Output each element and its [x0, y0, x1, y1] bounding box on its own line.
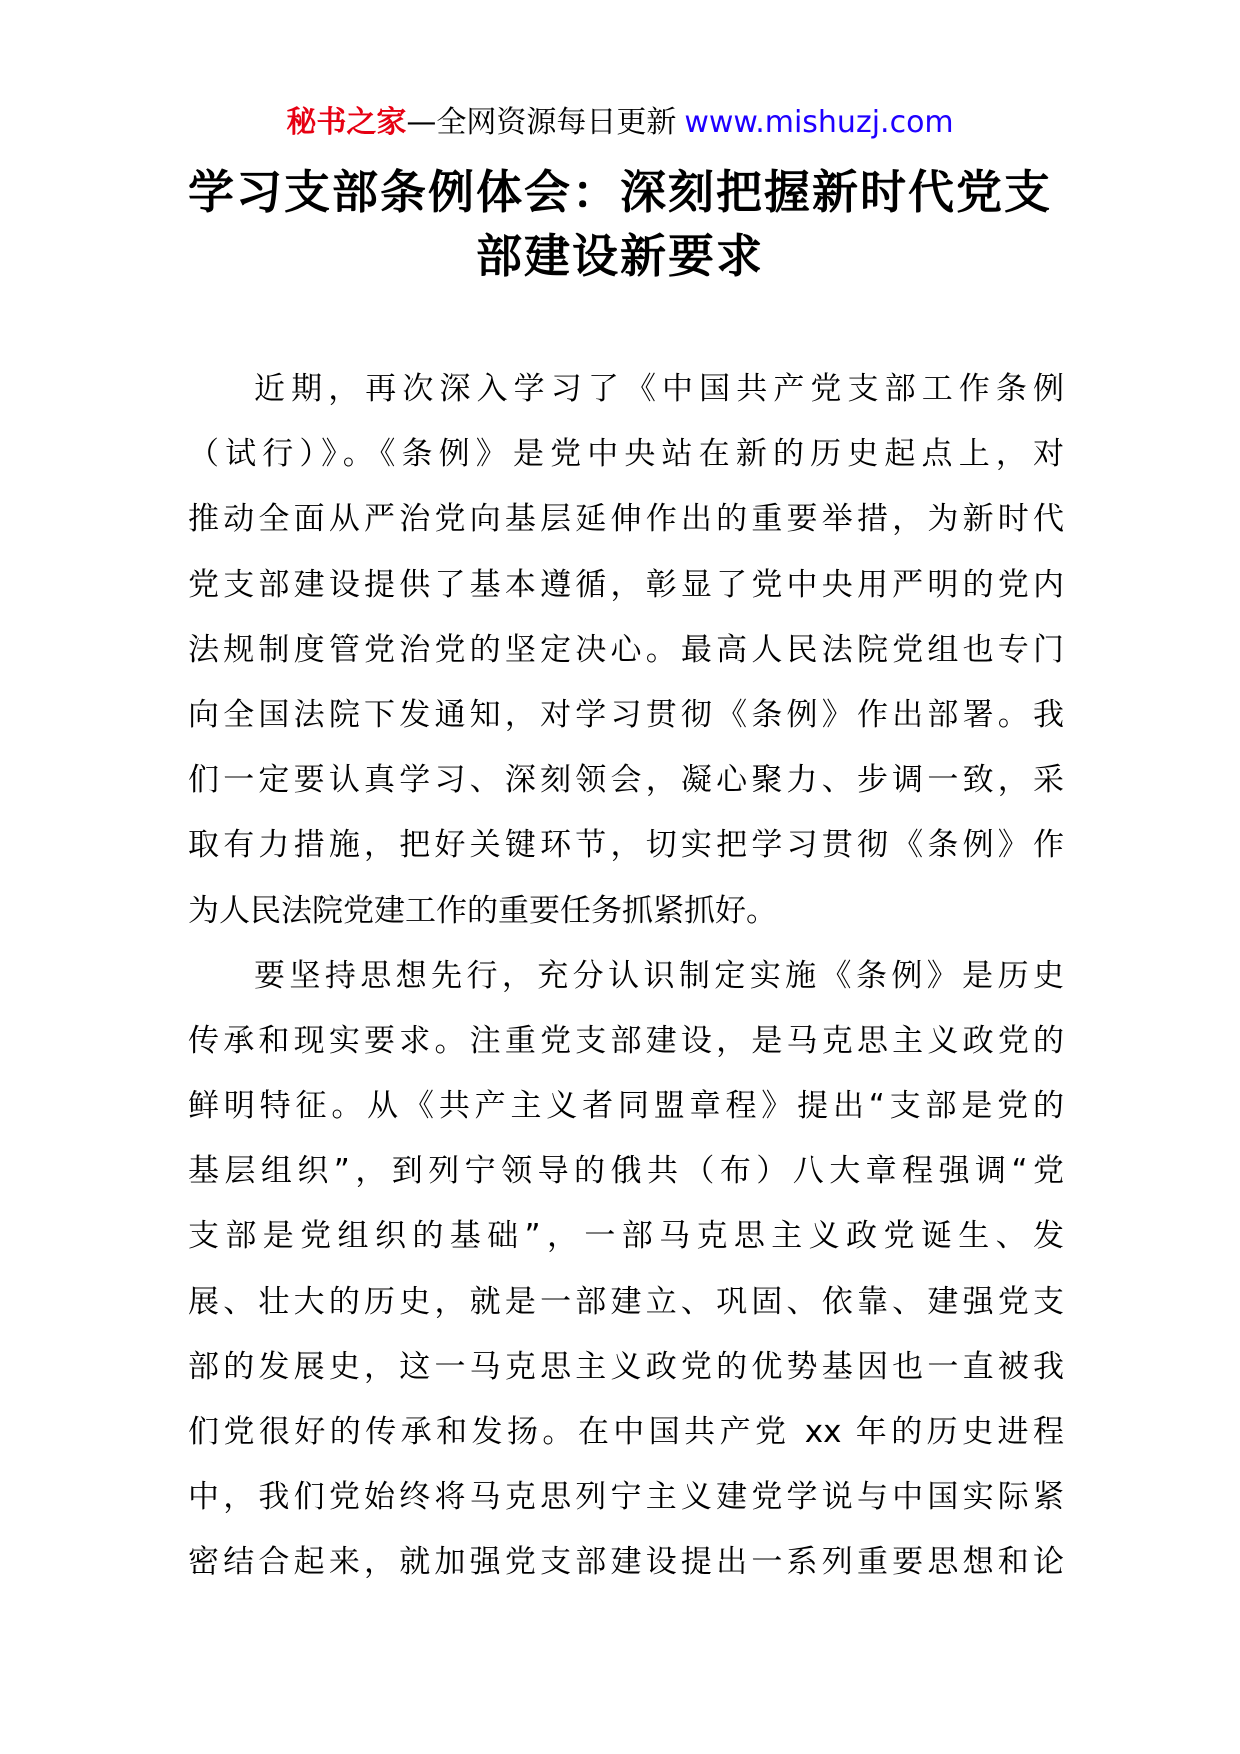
- body-line: 向全国法院下发通知，对学习贯彻《条例》作出部署。我: [188, 696, 1064, 733]
- title-line: 学习支部条例体会：深刻把握新时代党支: [188, 165, 1052, 219]
- body-line: 取有力措施，把好关键环节，切实把学习贯彻《条例》作: [188, 827, 1064, 864]
- body-line: 基层组织”，到列宁领导的俄共（布）八大章程强调“党: [188, 1153, 1064, 1190]
- brand-name: 秘书之家: [286, 105, 407, 140]
- site-header: [0, 100, 1240, 146]
- body-line: （试行）》。《条例》是党中央站在新的历史起点上，对: [188, 436, 1064, 473]
- body-line: 要坚持思想先行，充分认识制定实施《条例》是历史: [254, 957, 1064, 994]
- body-line: 党支部建设提供了基本遵循，彰显了党中央用严明的党内: [188, 566, 1064, 603]
- header-dash: —: [406, 105, 437, 140]
- body-line: 展、壮大的历史，就是一部建立、巩固、依靠、建强党支: [188, 1283, 1064, 1320]
- body-line: 中，我们党始终将马克思列宁主义建党学说与中国实际紧: [188, 1479, 1064, 1516]
- body-line: 近期，再次深入学习了《中国共产党支部工作条例: [254, 371, 1064, 407]
- body-line: 们一定要认真学习、深刻领会，凝心聚力、步调一致，采: [188, 762, 1064, 799]
- body-line: 法规制度管党治党的坚定决心。最高人民法院党组也专门: [188, 631, 1064, 668]
- body-line: 密结合起来，就加强党支部建设提出一系列重要思想和论: [188, 1544, 1064, 1581]
- body-line: 为人民法院党建工作的重要任务抓紧抓好。: [188, 892, 777, 929]
- document-title: [160, 160, 1080, 288]
- title-line: 部建设新要求: [476, 229, 764, 283]
- body-line: 们党很好的传承和发扬。在中国共产党 xx 年的历史进程: [188, 1414, 1064, 1450]
- document-body: [188, 357, 1064, 1596]
- body-line: 部的发展史，这一马克思主义政党的优势基因也一直被我: [188, 1348, 1064, 1385]
- body-line: 推动全面从严治党向基层延伸作出的重要举措，为新时代: [188, 501, 1064, 538]
- body-line: 传承和现实要求。注重党支部建设，是马克思主义政党的: [188, 1022, 1064, 1059]
- header-tagline: 全网资源每日更新: [436, 105, 677, 140]
- body-line: 支部是党组织的基础”，一部马克思主义政党诞生、发: [188, 1218, 1064, 1255]
- site-url-link[interactable]: www.mishuzj.com: [684, 105, 954, 140]
- body-line: 鲜明特征。从《共产主义者同盟章程》提出“支部是党的: [188, 1088, 1064, 1125]
